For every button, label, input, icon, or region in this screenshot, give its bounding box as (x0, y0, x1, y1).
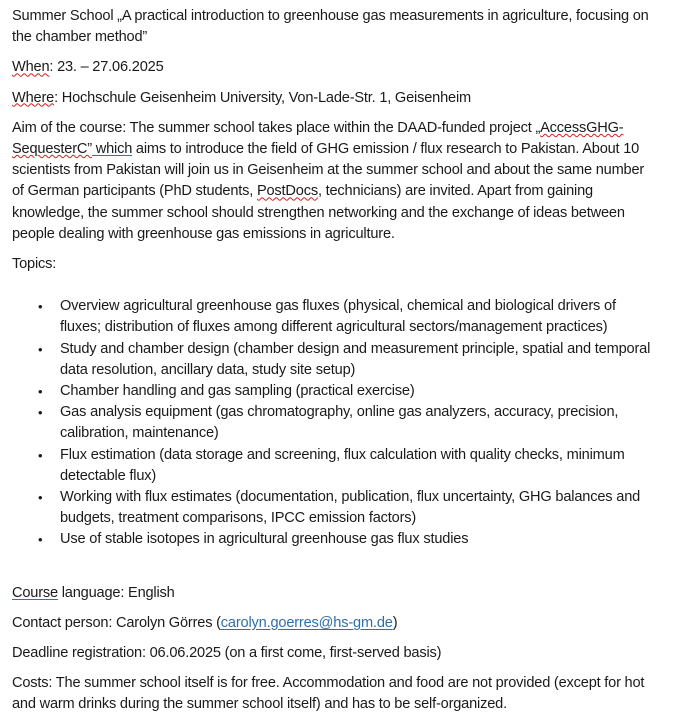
list-item-label: Gas analysis equipment (gas chromatography, online gas analyzers, accuracy, precision, calibration, maintenance) (60, 404, 619, 442)
course-language-line (12, 583, 658, 604)
contact-suffix: ) (392, 614, 398, 631)
list-item-label: Working with flux estimates (documentation, publication, flux uncertainty, GHG balances and budgets, treatment comparisons, IPCC emission factors) (60, 489, 641, 527)
when-separator: : (49, 59, 58, 76)
list-item-label: Flux estimation (data storage and screening, flux calculation with quality checks, minimum detectable flux) (60, 446, 625, 484)
aim-text-part2: aims to introduce the field of GHG emission / flux research to Pakistan. About 10 scientists from Pakistan will join us in Geisenheim at the summer school and about the same number of German participants (PhD students, (12, 141, 645, 200)
project-name: AccessGHG-SequesterC” (12, 119, 624, 158)
aim-text-part1: Aim of the course: The summer school takes place within the DAAD-funded project „ (12, 119, 541, 136)
list-item-label: Use of stable isotopes in agricultural greenhouse gas flux studies (60, 531, 469, 548)
bullet-icon: • (38, 532, 43, 548)
list-item-label: Overview agricultural greenhouse gas fluxes (physical, chemical and biological drivers of fluxes; distribution of fluxes among different agricultural sectors/management practices) (60, 298, 616, 336)
contact-email-link[interactable]: carolyn.goerres@hs-gm.de (220, 614, 393, 631)
list-item-label: Study and chamber design (chamber design and measurement principle, spatial and temporal data resolution, ancillary data, study site setup) (60, 340, 651, 378)
where-label: Where (12, 89, 55, 106)
course-word-grammar[interactable]: Course (12, 584, 58, 601)
costs-paragraph: Costs: The summer school itself is for free. Accommodation and food are not provided (except for hot and warm drinks during the summer school itself) and has to be self-organized. (12, 675, 645, 713)
when-line (12, 57, 658, 78)
where-value: Hochschule Geisenheim University, Von-Lade-Str. 1, Geisenheim (61, 89, 471, 106)
section-spacer-small (12, 572, 658, 583)
topics-list (12, 296, 658, 550)
when-value: 23. – 27.06.2025 (57, 59, 164, 76)
aim-paragraph (12, 118, 658, 245)
bullet-icon: • (38, 341, 43, 357)
postdocs-word: PostDocs (256, 183, 318, 200)
where-line (12, 88, 658, 109)
list-item-label: Chamber handling and gas sampling (practical exercise) (60, 383, 415, 400)
contact-prefix: Contact person: Carolyn Görres ( (12, 614, 221, 631)
list-item (12, 381, 658, 402)
bullet-icon: • (38, 405, 43, 421)
list-item (12, 529, 658, 550)
list-item (12, 296, 658, 338)
grammar-suggestion-which[interactable]: which (91, 141, 133, 158)
list-item (12, 445, 658, 487)
bullet-icon: • (38, 384, 43, 400)
list-item (12, 339, 658, 381)
deadline-line: Deadline registration: 06.06.2025 (on a first come, first-served basis) (12, 645, 442, 662)
topics-heading: Topics: (12, 256, 57, 273)
list-item (12, 402, 658, 444)
list-item (12, 487, 658, 529)
bullet-icon: • (38, 299, 43, 315)
section-spacer (12, 551, 658, 572)
where-separator: : (54, 89, 62, 106)
course-language-rest: language: English (57, 584, 175, 601)
topics-spacer (12, 275, 658, 296)
when-label: When (12, 59, 50, 76)
aim-text-part3: , technicians) are invited. Apart from gaining knowledge, the summer school should strengthen networking and the exchange of ideas between people dealing with greenhouse gas emissions in agriculture. (12, 183, 625, 242)
bullet-icon: • (38, 447, 43, 463)
document-title-text: Summer School „A practical introduction to greenhouse gas measurements in agriculture, focusing on the chamber method” (12, 8, 649, 46)
bullet-icon: • (38, 490, 43, 506)
contact-line (12, 613, 658, 634)
document-title (12, 6, 658, 48)
